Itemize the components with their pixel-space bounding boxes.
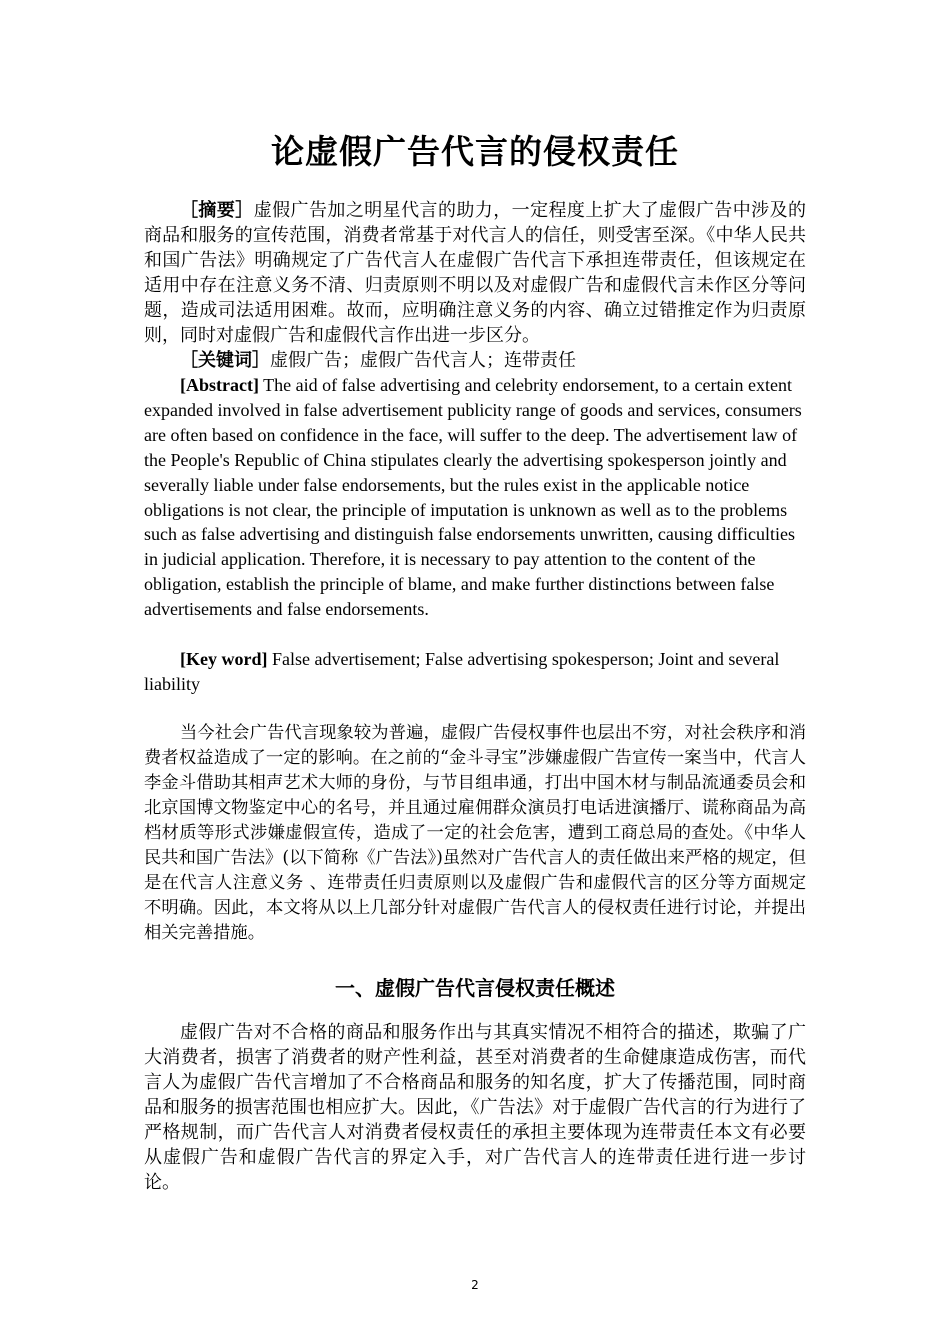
abstract-en-label: [Abstract] bbox=[180, 375, 259, 395]
page-title: 论虚假广告代言的侵权责任 bbox=[271, 132, 679, 171]
abstract-cn-label: ［摘要］ bbox=[180, 200, 254, 221]
intro-paragraph: 当今社会广告代言现象较为普遍，虚假广告侵权事件也层出不穷，对社会秩序和消费者权益造成了一定的影响。在之前的“金斗寻宝”涉嫌虚假广告宣传一案当中，代言人李金斗借助其相声艺术大师的身份，与节目组串通，打出中国木材与制品流通委员会和北京国博文物鉴定中心的名号，并且通过雇佣群众演员打电话进演播厅、谎称商品为高档材质等形式涉嫌虚假宣传，造成了一定的社会危害，遭到工商总局的查处。《中华人民共和国广告法》(以下简称《广告法》)虽然对广告代言人的责任做出来严格的规定，但是在代言人注意义务 、连带责任归责原则以及虚假广告和虚假代言的区分等方面规定不明确。因此，本文将从以上几部分针对虚假广告代言人的侵权责任进行讨论，并提出相关完善措施。 bbox=[144, 723, 806, 943]
page-number: 2 bbox=[471, 1278, 479, 1292]
section-1-paragraph: 虚假广告对不合格的商品和服务作出与其真实情况不相符合的描述，欺骗了广大消费者，损害了消费者的财产性利益，甚至对消费者的生命健康造成伤害，而代言人为虚假广告代言增加了不合格商品和服务的知名度，扩大了传播范围，同时商品和服务的损害范围也相应扩大。因此，《广告法》对于虚假广告代言的行为进行了严格规制，而广告代言人对消费者侵权责任的承担主要体现为连带责任本文有必要从虚假广告和虚假广告代言的界定入手，对广告代言人的连带责任进行进一步讨论。 bbox=[144, 1022, 806, 1193]
keywords-cn-paragraph bbox=[144, 348, 806, 373]
abstract-cn-paragraph bbox=[144, 198, 806, 348]
abstract-en-text: The aid of false advertising and celebrity endorsement, to a certain extent expanded involved in false advertisement publicity range of goods and services, consumers are often based on confidence in the face, will suffer to the deep. The advertisement law of the People's Republic of China stipulates clearly the advertising spokesperson jointly and severally liable under false endorsements, but the rules exist in the applicable notice obligations is not clear, the principle of imputation is unknown as well as to the problems such as false advertising and distinguish false endorsements unwritten, causing difficulties in judicial application. Therefore, it is necessary to pay attention to the content of the obligation, establish the principle of blame, and make further distinctions between false advertisements and false endorsements. bbox=[144, 375, 802, 620]
section-1-heading: 一、虚假广告代言侵权责任概述 bbox=[335, 976, 615, 1000]
keywords-en-paragraph bbox=[144, 647, 806, 697]
keywords-en-label: [Key word] bbox=[180, 649, 268, 669]
keywords-cn-text: 虚假广告；虚假广告代言人；连带责任 bbox=[270, 350, 576, 371]
keywords-en-text: False advertisement; False advertising spokesperson; Joint and several liability bbox=[144, 649, 780, 694]
abstract-cn-text: 虚假广告加之明星代言的助力，一定程度上扩大了虚假广告中涉及的商品和服务的宣传范围，消费者常基于对代言人的信任，则受害至深。《中华人民共和国广告法》明确规定了广告代言人在虚假广告代言下承担连带责任，但该规定在适用中存在注意义务不清、归责原则不明以及对虚假广告和虚假代言未作区分等问题，造成司法适用困难。故而，应明确注意义务的内容、确立过错推定作为归责原则，同时对虚假广告和虚假代言作出进一步区分。 bbox=[144, 200, 807, 346]
keywords-cn-label: ［关键词］ bbox=[180, 350, 270, 371]
abstract-en-paragraph bbox=[144, 373, 806, 622]
